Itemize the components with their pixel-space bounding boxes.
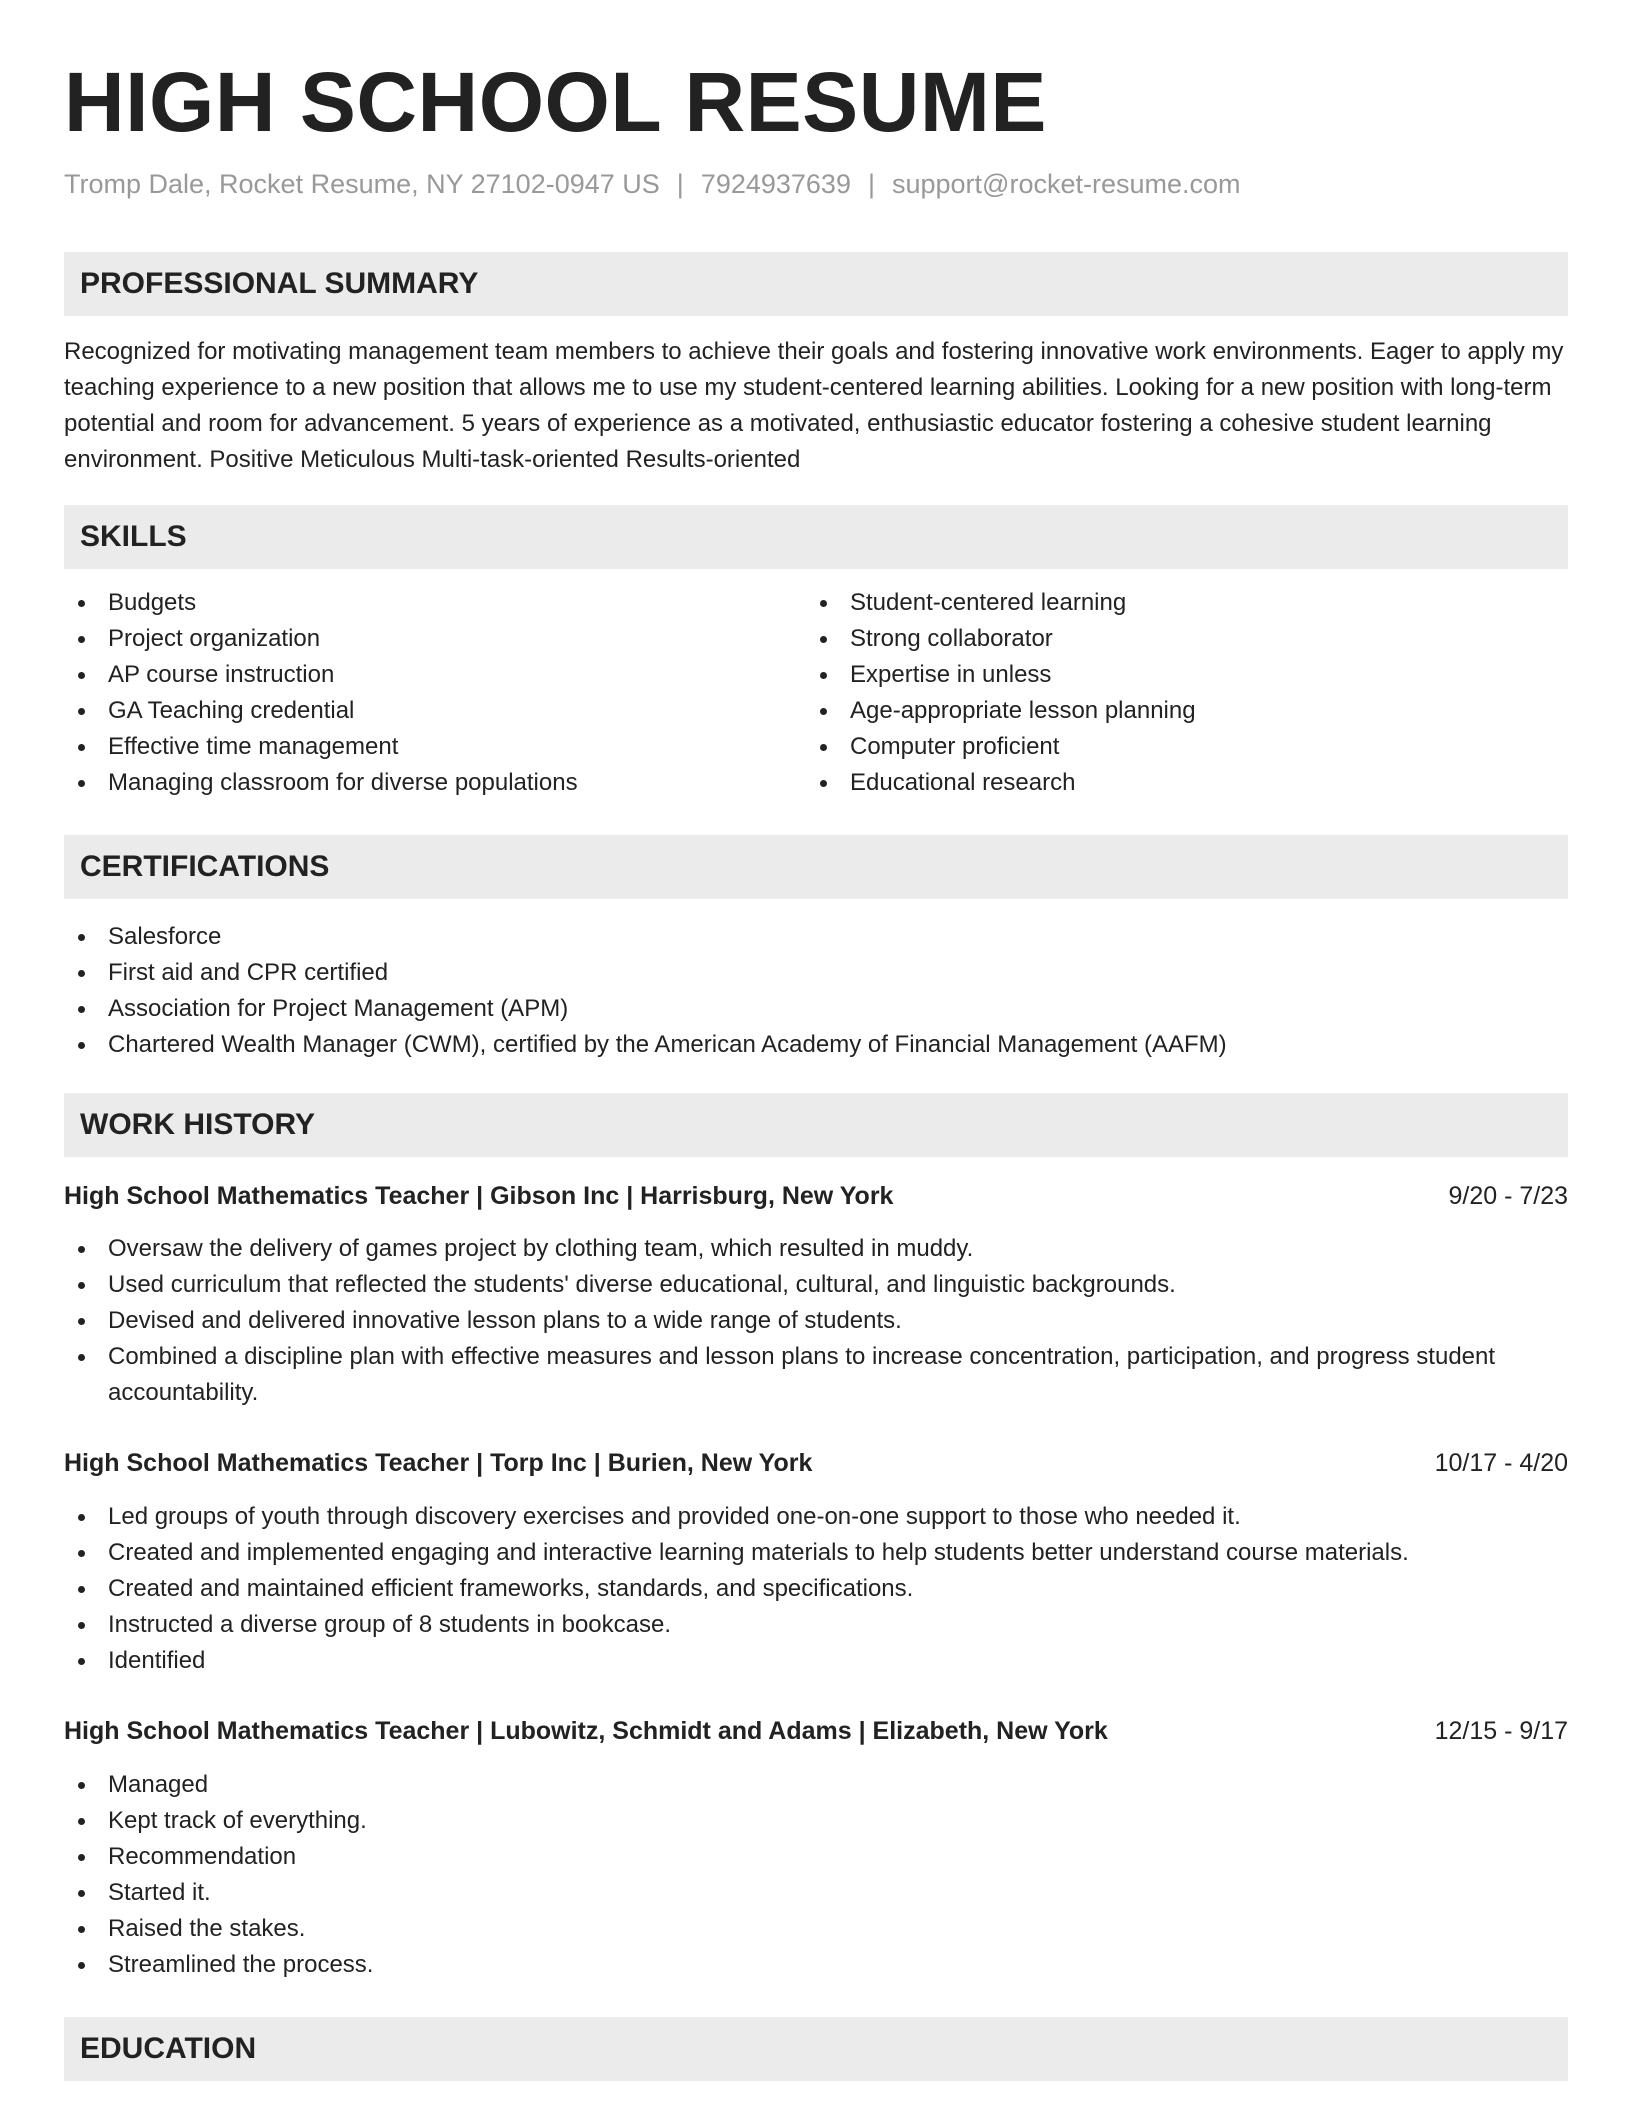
list-item: Age-appropriate lesson planning [806,693,1566,729]
job-header [64,1713,1568,1749]
list-item: AP course instruction [64,657,804,693]
list-item: GA Teaching credential [64,693,804,729]
list-item: Salesforce [64,919,1568,955]
list-item: Expertise in unless [806,657,1566,693]
job-dates: 12/15 - 9/17 [1434,1717,1568,1745]
summary-text: Recognized for motivating management team members to achieve their goals and fostering innovative work environments. Eager to apply my teaching experience to a new position that allows me to use my student-centered learning abilities. Looking for a new position with long-term potential and room for advancement. 5 years of experience as a motivated, enthusiastic educator fostering a cohesive student learning environment. Positive Meticulous Multi-task-oriented Results-oriented [64,338,1564,473]
resume-title: HIGH SCHOOL RESUME [64,55,1047,149]
list-item: Devised and delivered innovative lesson plans to a wide range of students. [64,1303,1568,1339]
list-item: Effective time management [64,729,804,765]
certifications-list [64,919,1568,1063]
contact-address: Tromp Dale, Rocket Resume, NY 27102-0947 US [64,169,660,199]
job-bullets [64,1231,1568,1411]
skills-list-left [64,585,804,801]
list-item: Educational research [806,765,1566,801]
list-item: Oversaw the delivery of games project by clothing team, which resulted in muddy. [64,1231,1568,1267]
job-title: High School Mathematics Teacher | Torp Inc | Burien, New York [64,1449,813,1477]
list-item: Chartered Wealth Manager (CWM), certified by the American Academy of Financial Management (AAFM) [64,1027,1568,1063]
list-item: Started it. [64,1875,1568,1911]
skills-list-right [806,585,1566,801]
list-item: Created and implemented engaging and interactive learning materials to help students better understand course materials. [64,1535,1568,1571]
list-item: Used curriculum that reflected the students' diverse educational, cultural, and linguistic backgrounds. [64,1267,1568,1303]
job-bullets [64,1767,1568,1983]
job-dates: 9/20 - 7/23 [1448,1182,1568,1210]
contact-email[interactable]: support@rocket-resume.com [891,169,1241,199]
list-item: Budgets [64,585,804,621]
contact-separator: | [867,169,875,199]
job-title: High School Mathematics Teacher | Lubowitz, Schmidt and Adams | Elizabeth, New York [64,1717,1108,1745]
list-item: First aid and CPR certified [64,955,1568,991]
list-item: Streamlined the process. [64,1947,1568,1983]
section-heading-work-history: WORK HISTORY [64,1093,1568,1157]
job-header [64,1445,1568,1481]
list-item: Instructed a diverse group of 8 students in bookcase. [64,1607,1568,1643]
list-item: Strong collaborator [806,621,1566,657]
job-dates: 10/17 - 4/20 [1434,1449,1568,1477]
contact-separator: | [676,169,684,199]
list-item: Combined a discipline plan with effective measures and lesson plans to increase concentration, participation, and progress student accountability. [64,1339,1568,1411]
list-item: Identified [64,1643,1568,1679]
job-bullets [64,1499,1568,1679]
list-item: Led groups of youth through discovery exercises and provided one-on-one support to those who needed it. [64,1499,1568,1535]
list-item: Created and maintained efficient frameworks, standards, and specifications. [64,1571,1568,1607]
list-item: Association for Project Management (APM) [64,991,1568,1027]
list-item: Student-centered learning [806,585,1566,621]
list-item: Managing classroom for diverse populations [64,765,804,801]
section-heading-education: EDUCATION [64,2017,1568,2081]
list-item: Kept track of everything. [64,1803,1568,1839]
list-item: Raised the stakes. [64,1911,1568,1947]
section-heading-skills: SKILLS [64,505,1568,569]
list-item: Project organization [64,621,804,657]
job-header [64,1178,1568,1214]
list-item: Recommendation [64,1839,1568,1875]
job-title: High School Mathematics Teacher | Gibson Inc | Harrisburg, New York [64,1182,894,1210]
section-heading-certifications: CERTIFICATIONS [64,835,1568,899]
section-heading-summary: PROFESSIONAL SUMMARY [64,252,1568,316]
contact-phone: 7924937639 [700,169,851,199]
list-item: Computer proficient [806,729,1566,765]
list-item: Managed [64,1767,1568,1803]
contact-line [64,166,1241,202]
